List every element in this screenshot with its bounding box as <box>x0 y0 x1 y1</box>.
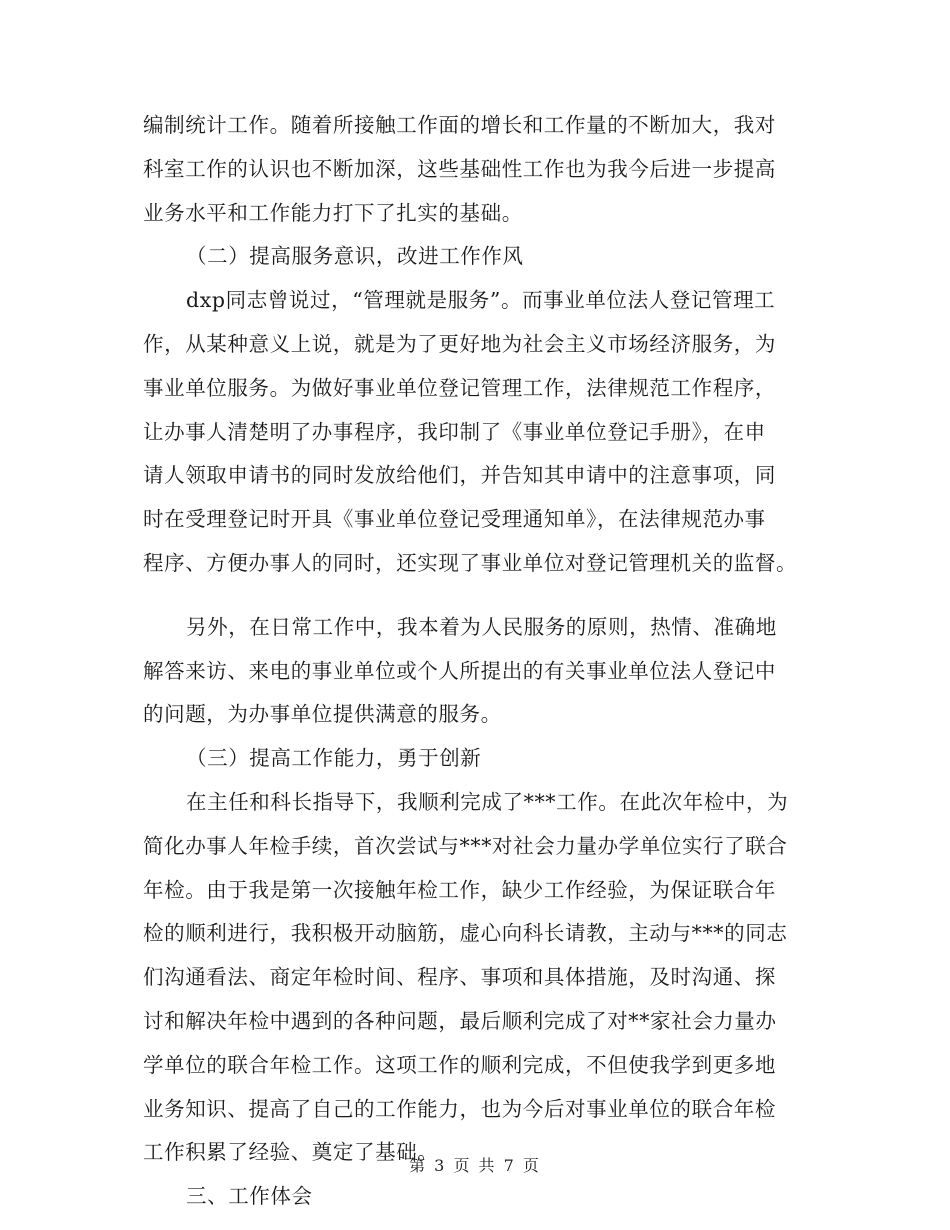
paragraph-spacer <box>143 586 823 606</box>
section-heading-service-awareness <box>143 235 823 279</box>
text-line: 讨和解决年检中遇到的各种问题，最后顺利完成了对**家社会力量办 <box>143 1008 777 1033</box>
heading-text: （二）提高服务意识，改进工作作风 <box>186 244 524 269</box>
heading-text: （三）提高工作能力，勇于创新 <box>186 746 482 771</box>
text-line: 工作积累了经验、奠定了基础。 <box>143 1140 439 1165</box>
text-line: 编制统计工作。随着所接触工作面的增长和工作量的不断加大，我对 <box>143 113 776 137</box>
text-line: 事业单位服务。为做好事业单位登记管理工作，法律规范工作程序， <box>143 375 776 400</box>
text-line: 时在受理登记时开具《事业单位登记受理通知单》，在法律规范办事 <box>143 507 766 532</box>
text-line: 学单位的联合年检工作。这项工作的顺利完成，不但使我学到更多地 <box>143 1052 776 1077</box>
paragraph-daily-work <box>143 606 823 737</box>
paragraph-annual-inspection <box>143 781 823 1175</box>
text-line: 另外，在日常工作中，我本着为人民服务的原则，热情、准确地 <box>186 614 777 639</box>
text-line: 解答来访、来电的事业单位或个人所提出的有关事业单位法人登记中 <box>143 658 776 683</box>
paragraph-statistics-work <box>143 104 823 235</box>
document-body <box>143 104 823 1219</box>
text-line: 让办事人清楚明了办事程序，我印制了《事业单位登记手册》，在申 <box>143 419 766 444</box>
text-line: 简化办事人年检手续，首次尝试与***对社会力量办学单位实行了联合 <box>143 833 788 858</box>
text-line: 检的顺利进行，我积极开动脑筋，虚心向科长请教，主动与***的同志 <box>143 921 788 946</box>
text-line: 业务知识、提高了自己的工作能力，也为今后对事业单位的联合年检 <box>143 1096 776 1121</box>
text-line: 程序、方便办事人的同时，还实现了事业单位对登记管理机关的监督。 <box>143 550 798 575</box>
page-number-footer: 第 3 页 共 7 页 <box>409 1156 541 1175</box>
heading-text: 三、工作体会 <box>186 1184 313 1209</box>
text-line: 的问题，为办事单位提供满意的服务。 <box>143 702 502 727</box>
paragraph-management-is-service <box>143 279 823 586</box>
text-line: 作，从某种意义上说，就是为了更好地为社会主义市场经济服务，为 <box>143 331 776 356</box>
text-line: 在主任和科长指导下，我顺利完成了***工作。在此次年检中，为 <box>186 789 789 814</box>
text-line: dxp同志曾说过，“管理就是服务”。而事业单位法人登记管理工 <box>186 288 776 313</box>
text-line: 科室工作的认识也不断加深，这些基础性工作也为我今后进一步提高 <box>143 156 776 181</box>
section-heading-work-ability <box>143 737 823 781</box>
text-line: 请人领取申请书的同时发放给他们，并告知其申请中的注意事项，同 <box>143 463 776 488</box>
section-heading-work-experience <box>143 1175 823 1219</box>
text-line: 年检。由于我是第一次接触年检工作，缺少工作经验，为保证联合年 <box>143 877 776 902</box>
text-line: 们沟通看法、商定年检时间、程序、事项和具体措施，及时沟通、探 <box>143 965 776 990</box>
text-line: 业务水平和工作能力打下了扎实的基础。 <box>143 200 523 225</box>
